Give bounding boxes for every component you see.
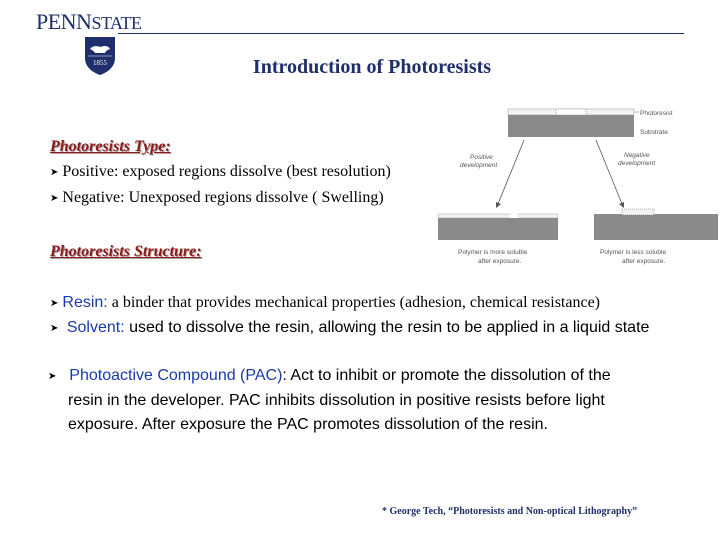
arrow-positive-icon xyxy=(498,140,524,204)
negative-substrate xyxy=(594,214,718,240)
caption-left-line2: after exposure. xyxy=(478,258,522,265)
arrow-bullet-icon: ➤ xyxy=(50,193,59,204)
label-positive-development: development xyxy=(460,162,498,169)
label-negative-development: development xyxy=(618,160,656,167)
types-heading: Photoresists Type: xyxy=(50,138,171,155)
label-substrate: Substrate xyxy=(640,129,668,136)
arrow-bullet-icon: ➤ xyxy=(50,298,59,309)
arrow-bullet-icon: ➤ xyxy=(48,371,57,382)
solvent-text: used to dissolve the resin, allowing the resin to be applied in a liquid state xyxy=(124,319,650,336)
pennstate-logo xyxy=(36,9,142,35)
structure-solvent-item xyxy=(50,316,690,341)
label-positive: Positive xyxy=(470,154,493,161)
pac-text: : Act to inhibit or promote the dissolution of the xyxy=(282,367,611,384)
caption-left-line1: Polymer is more soluble xyxy=(458,249,528,256)
arrow-bullet-icon: ➤ xyxy=(50,167,59,178)
caption-right-line1: Polymer is less soluble xyxy=(600,249,667,256)
pac-term: Photoactive Compound (PAC) xyxy=(69,367,283,384)
footnote-citation: * George Tech, “Photoresists and Non-optical Lithography” xyxy=(382,506,638,517)
structure-resin-item xyxy=(50,291,690,316)
positive-opening xyxy=(510,212,518,218)
pac-text-line3: exposure. After exposure the PAC promotes dissolution of the resin. xyxy=(68,416,548,433)
resin-text: a binder that provides mechanical properties (adhesion, chemical resistance) xyxy=(107,294,600,311)
solvent-term: Solvent: xyxy=(66,319,125,336)
resin-term: Resin: xyxy=(62,294,108,311)
arrow-bullet-icon: ➤ xyxy=(50,323,59,334)
header-rule xyxy=(118,33,684,34)
type-negative-text: Negative: Unexposed regions dissolve ( Swelling) xyxy=(62,189,384,206)
pac-text-line2: resin in the developer. PAC inhibits dissolution in positive resists before light xyxy=(68,392,605,409)
logo-part-state: STATE xyxy=(91,13,142,33)
positive-resist-remaining xyxy=(438,214,558,218)
logo-part-penn: PENN xyxy=(36,9,92,34)
label-photoresist: Photoresist xyxy=(640,110,673,117)
caption-right-line2: after exposure. xyxy=(622,258,666,265)
arrow-negative-icon xyxy=(596,140,622,204)
structure-heading: Photoresists Structure: xyxy=(50,243,202,260)
pac-first-line xyxy=(48,364,688,389)
type-positive-item xyxy=(50,163,391,181)
type-negative-item xyxy=(50,189,384,207)
exposed-region xyxy=(556,109,586,115)
structure-pac-item xyxy=(48,364,688,437)
positive-substrate xyxy=(438,218,558,240)
shield-year: 1855 xyxy=(93,59,107,67)
label-negative: Negative xyxy=(624,152,650,159)
page-title: Introduction of Photoresists xyxy=(252,56,492,78)
top-substrate-layer xyxy=(508,115,634,137)
type-positive-text: Positive: exposed regions dissolve (best resolution) xyxy=(62,163,391,180)
negative-resist-remaining xyxy=(622,209,654,215)
photoresist-development-diagram xyxy=(436,104,720,270)
